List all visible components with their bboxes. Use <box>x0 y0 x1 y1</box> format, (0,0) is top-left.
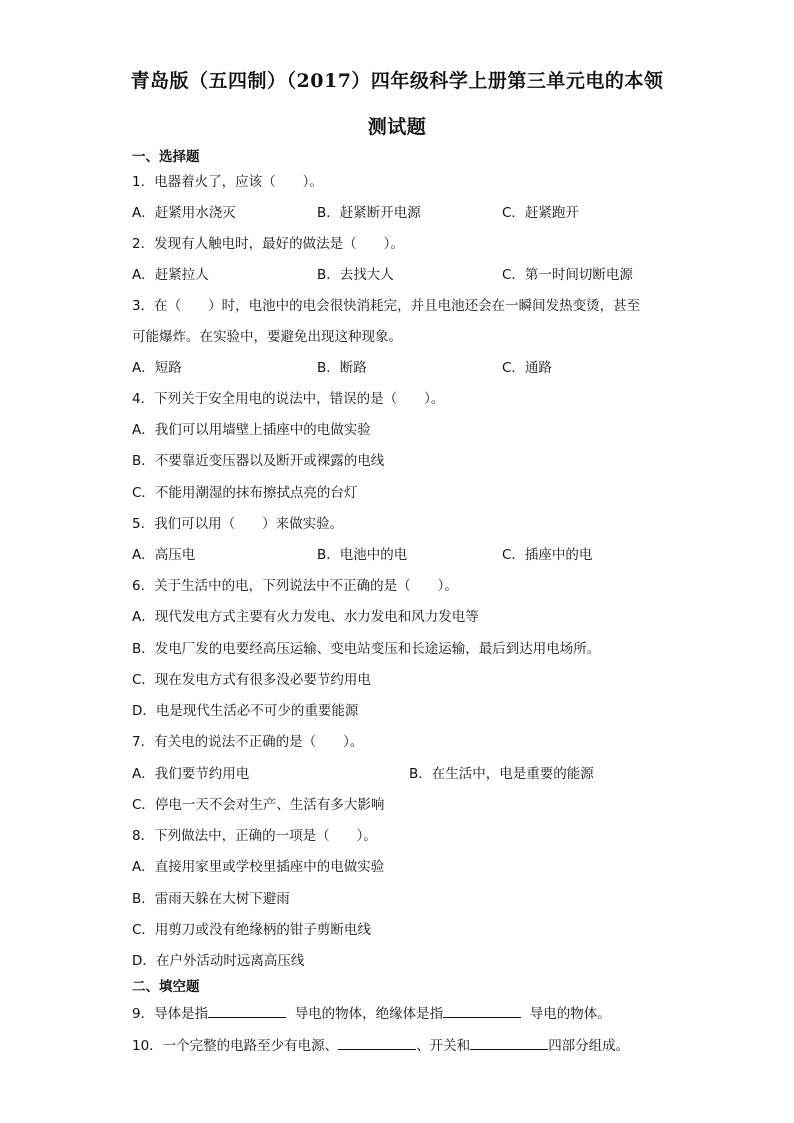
page-title: 青岛版（五四制）（2017）四年级科学上册第三单元电的本领 <box>130 70 664 92</box>
question-3-line-1: 3．在（ ）时，电池中的电会很快消耗完，并且电池还会在一瞬间发热变烫，甚至 <box>132 298 641 314</box>
q7-option-b: B．在生活中，电是重要的能源 <box>409 766 594 782</box>
q5-option-b: B．电池中的电 <box>317 547 408 563</box>
q8-option-c: C．用剪刀或没有绝缘柄的钳子剪断电线 <box>132 922 371 938</box>
q3-option-b: B．断路 <box>317 360 367 376</box>
q9-text-1: 9．导体是指 <box>132 1006 209 1022</box>
q3-option-c: C．通路 <box>502 360 552 376</box>
q8-option-d: D．在户外活动时远离高压线 <box>132 953 305 969</box>
q1-option-b: B．赶紧断开电源 <box>317 205 421 221</box>
question-1: 1．电器着火了，应该（ ）。 <box>132 174 323 190</box>
q10-text-3: 四部分组成。 <box>548 1038 630 1054</box>
q9-text-2: 导电的物体，绝缘体是指 <box>294 1006 444 1022</box>
q7-option-c: C．停电一天不会对生产、生活有多大影响 <box>132 797 385 813</box>
q6-option-d: D．电是现代生活必不可少的重要能源 <box>132 703 359 719</box>
question-6: 6．关于生活中的电，下列说法中不正确的是（ ）。 <box>132 578 458 594</box>
q2-option-a: A．赶紧拉人 <box>132 267 209 283</box>
q6-option-c: C．现在发电方式有很多没必要节约用电 <box>132 672 371 688</box>
q2-option-c: C．第一时间切断电源 <box>502 267 633 283</box>
q7-option-a: A．我们要节约用电 <box>132 766 250 782</box>
q9-blank-2[interactable] <box>443 1003 521 1018</box>
question-4: 4．下列关于安全用电的说法中，错误的是（ ）。 <box>132 391 445 407</box>
question-2: 2．发现有人触电时，最好的做法是（ ）。 <box>132 236 404 252</box>
q4-option-b: B．不要靠近变压器以及断开或裸露的电线 <box>132 453 385 469</box>
question-7: 7．有关电的说法不正确的是（ ）。 <box>132 734 364 750</box>
q5-option-a: A．高压电 <box>132 547 196 563</box>
question-10 <box>132 1035 629 1055</box>
q10-blank-1[interactable] <box>338 1035 416 1050</box>
q8-option-a: A．直接用家里或学校里插座中的电做实验 <box>132 859 385 875</box>
q4-option-a: A．我们可以用墙壁上插座中的电做实验 <box>132 422 371 438</box>
q9-text-3: 导电的物体。 <box>529 1006 611 1022</box>
question-3-line-2: 可能爆炸。在实验中，要避免出现这种现象。 <box>132 329 402 345</box>
q10-blank-2[interactable] <box>470 1035 548 1050</box>
q10-text-2: 、开关和 <box>416 1038 471 1054</box>
q8-option-b: B．雷雨天躲在大树下避雨 <box>132 891 290 907</box>
question-5: 5．我们可以用（ ）来做实验。 <box>132 516 344 532</box>
question-8: 8．下列做法中，正确的一项是（ ）。 <box>132 828 377 844</box>
q9-blank-1[interactable] <box>208 1003 286 1018</box>
q6-option-a: A．现代发电方式主要有火力发电、水力发电和风力发电等 <box>132 609 479 625</box>
q3-option-a: A．短路 <box>132 360 182 376</box>
q4-option-c: C．不能用潮湿的抹布擦拭点亮的台灯 <box>132 485 358 501</box>
q2-option-b: B．去找大人 <box>317 267 394 283</box>
q5-option-c: C．插座中的电 <box>502 547 593 563</box>
section-fill-heading: 二、填空题 <box>132 979 200 995</box>
question-9 <box>132 1003 611 1023</box>
q10-text-1: 10．一个完整的电路至少有电源、 <box>132 1038 339 1054</box>
section-choice-heading: 一、选择题 <box>132 149 200 165</box>
q6-option-b: B．发电厂发的电要经高压运输、变电站变压和长途运输，最后到达用电场所。 <box>132 641 601 657</box>
q1-option-c: C．赶紧跑开 <box>502 205 579 221</box>
q1-option-a: A．赶紧用水浇灭 <box>132 205 236 221</box>
page-subtitle: 测试题 <box>367 116 427 138</box>
